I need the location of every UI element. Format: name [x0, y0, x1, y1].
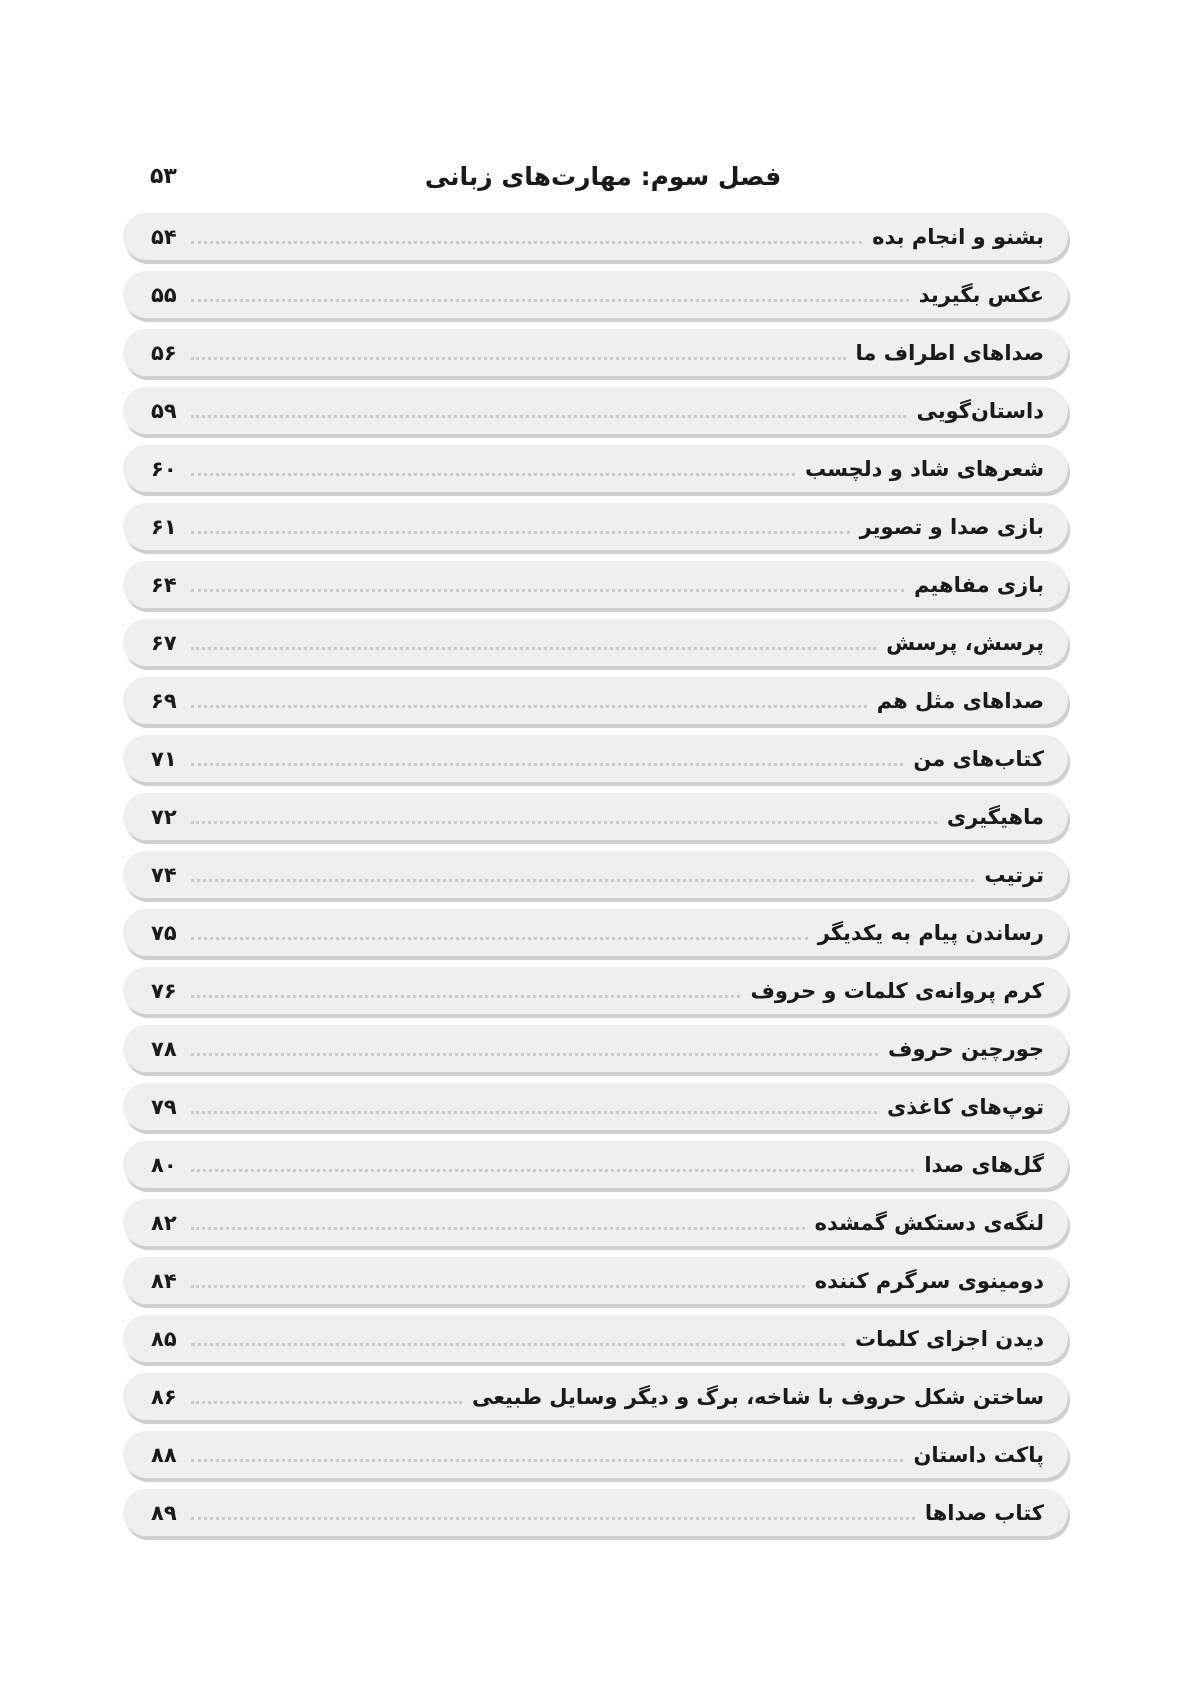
toc-entry-page-number: ۵۹: [151, 398, 177, 423]
toc-entry-page-number: ۷۴: [151, 862, 177, 887]
dot-leader: [191, 1401, 462, 1404]
toc-entry[interactable]: [123, 1199, 1068, 1246]
toc-entry[interactable]: [123, 387, 1068, 434]
toc-entry-page-number: ۸۴: [151, 1268, 177, 1293]
dot-leader: [191, 589, 904, 592]
toc-entry-title: کتاب صداها: [924, 1500, 1044, 1525]
toc-entry-title: جورچین حروف: [888, 1036, 1044, 1061]
toc-entry-title: شعرهای شاد و دلچسب: [805, 456, 1044, 481]
toc-entry-title: بازی صدا و تصویر: [859, 514, 1044, 539]
toc-entry[interactable]: [123, 503, 1068, 550]
toc-entry-title: لنگه‌ی دستکش گمشده: [814, 1210, 1044, 1235]
toc-entry-title: کتاب‌های من: [913, 746, 1044, 771]
dot-leader: [191, 1169, 914, 1172]
dot-leader: [191, 1111, 877, 1114]
toc-entry[interactable]: [123, 445, 1068, 492]
dot-leader: [191, 647, 876, 650]
toc-entry-page-number: ۸۸: [151, 1442, 177, 1467]
toc-entry[interactable]: [123, 1315, 1068, 1362]
toc-entry-page-number: ۷۱: [151, 746, 177, 771]
toc-entry[interactable]: [123, 271, 1068, 318]
toc-entry-page-number: ۵۶: [151, 340, 177, 365]
toc-list: [123, 213, 1068, 1547]
dot-leader: [191, 299, 909, 302]
toc-entry-title: عکس بگیرید: [918, 282, 1044, 307]
toc-entry[interactable]: [123, 735, 1068, 782]
chapter-page-number: ۵۳: [150, 164, 177, 189]
dot-leader: [191, 1053, 878, 1056]
dot-leader: [191, 473, 795, 476]
dot-leader: [191, 995, 740, 998]
toc-entry[interactable]: [123, 1025, 1068, 1072]
toc-entry-page-number: ۷۶: [151, 978, 177, 1003]
toc-entry-title: ترتیب: [984, 862, 1044, 887]
toc-entry[interactable]: [123, 851, 1068, 898]
toc-entry-title: ساختن شکل حروف با شاخه، برگ و دیگر وسایل طبیعی: [471, 1384, 1044, 1409]
dot-leader: [191, 415, 906, 418]
dot-leader: [191, 241, 862, 244]
toc-entry[interactable]: [123, 967, 1068, 1014]
toc-entry-page-number: ۷۹: [151, 1094, 177, 1119]
toc-entry[interactable]: [123, 1083, 1068, 1130]
toc-entry-page-number: ۶۷: [151, 630, 177, 655]
toc-entry-title: پاکت داستان: [913, 1442, 1044, 1467]
toc-entry-title: ماهیگیری: [946, 804, 1044, 829]
toc-entry[interactable]: [123, 213, 1068, 260]
toc-entry[interactable]: [123, 677, 1068, 724]
dot-leader: [191, 763, 903, 766]
dot-leader: [191, 1459, 903, 1462]
toc-entry-title: پرسش، پرسش: [886, 630, 1044, 655]
toc-entry-title: گل‌های صدا: [924, 1152, 1044, 1177]
toc-entry[interactable]: [123, 1489, 1068, 1536]
toc-entry-page-number: ۵۵: [151, 282, 177, 307]
toc-entry-title: دیدن اجزای کلمات: [854, 1326, 1044, 1351]
toc-entry[interactable]: [123, 619, 1068, 666]
dot-leader: [191, 1285, 805, 1288]
toc-entry[interactable]: [123, 909, 1068, 956]
toc-entry-page-number: ۶۹: [151, 688, 177, 713]
toc-entry[interactable]: [123, 1431, 1068, 1478]
chapter-title: فصل سوم: مهارت‌های زبانی: [424, 162, 782, 191]
toc-entry-page-number: ۸۶: [151, 1384, 177, 1409]
toc-entry-title: داستان‌گویی: [916, 398, 1044, 423]
toc-entry-page-number: ۶۴: [151, 572, 177, 597]
toc-entry-title: کرم پروانه‌ی کلمات و حروف: [750, 978, 1044, 1003]
dot-leader: [191, 879, 974, 882]
dot-leader: [191, 705, 867, 708]
toc-entry[interactable]: [123, 793, 1068, 840]
toc-entry[interactable]: [123, 561, 1068, 608]
toc-entry-title: رساندن پیام به یکدیگر: [817, 920, 1044, 945]
toc-entry-title: صداهای اطراف ما: [855, 340, 1044, 365]
toc-entry-page-number: ۷۸: [151, 1036, 177, 1061]
toc-entry-page-number: ۸۵: [151, 1326, 177, 1351]
toc-entry-title: توپ‌های کاغذی: [887, 1094, 1044, 1119]
toc-entry-title: بازی مفاهیم: [913, 572, 1044, 597]
dot-leader: [191, 531, 850, 534]
toc-entry-page-number: ۷۵: [151, 920, 177, 945]
dot-leader: [191, 1517, 915, 1520]
dot-leader: [191, 821, 937, 824]
chapter-header: [146, 158, 1060, 202]
toc-entry-page-number: ۵۴: [151, 224, 177, 249]
toc-entry-page-number: ۶۰: [151, 456, 177, 481]
toc-entry-page-number: ۷۲: [151, 804, 177, 829]
toc-entry[interactable]: [123, 1373, 1068, 1420]
dot-leader: [191, 357, 846, 360]
toc-entry-page-number: ۸۲: [151, 1210, 177, 1235]
dot-leader: [191, 1227, 805, 1230]
toc-entry-title: دومینوی سرگرم کننده: [814, 1268, 1044, 1293]
toc-entry-title: بشنو و انجام بده: [872, 224, 1044, 249]
toc-entry-page-number: ۶۱: [151, 514, 177, 539]
toc-entry[interactable]: [123, 329, 1068, 376]
dot-leader: [191, 937, 808, 940]
toc-entry[interactable]: [123, 1141, 1068, 1188]
toc-entry-title: صداهای مثل هم: [876, 688, 1044, 713]
toc-entry[interactable]: [123, 1257, 1068, 1304]
dot-leader: [191, 1343, 845, 1346]
toc-entry-page-number: ۸۰: [151, 1152, 177, 1177]
toc-entry-page-number: ۸۹: [151, 1500, 177, 1525]
